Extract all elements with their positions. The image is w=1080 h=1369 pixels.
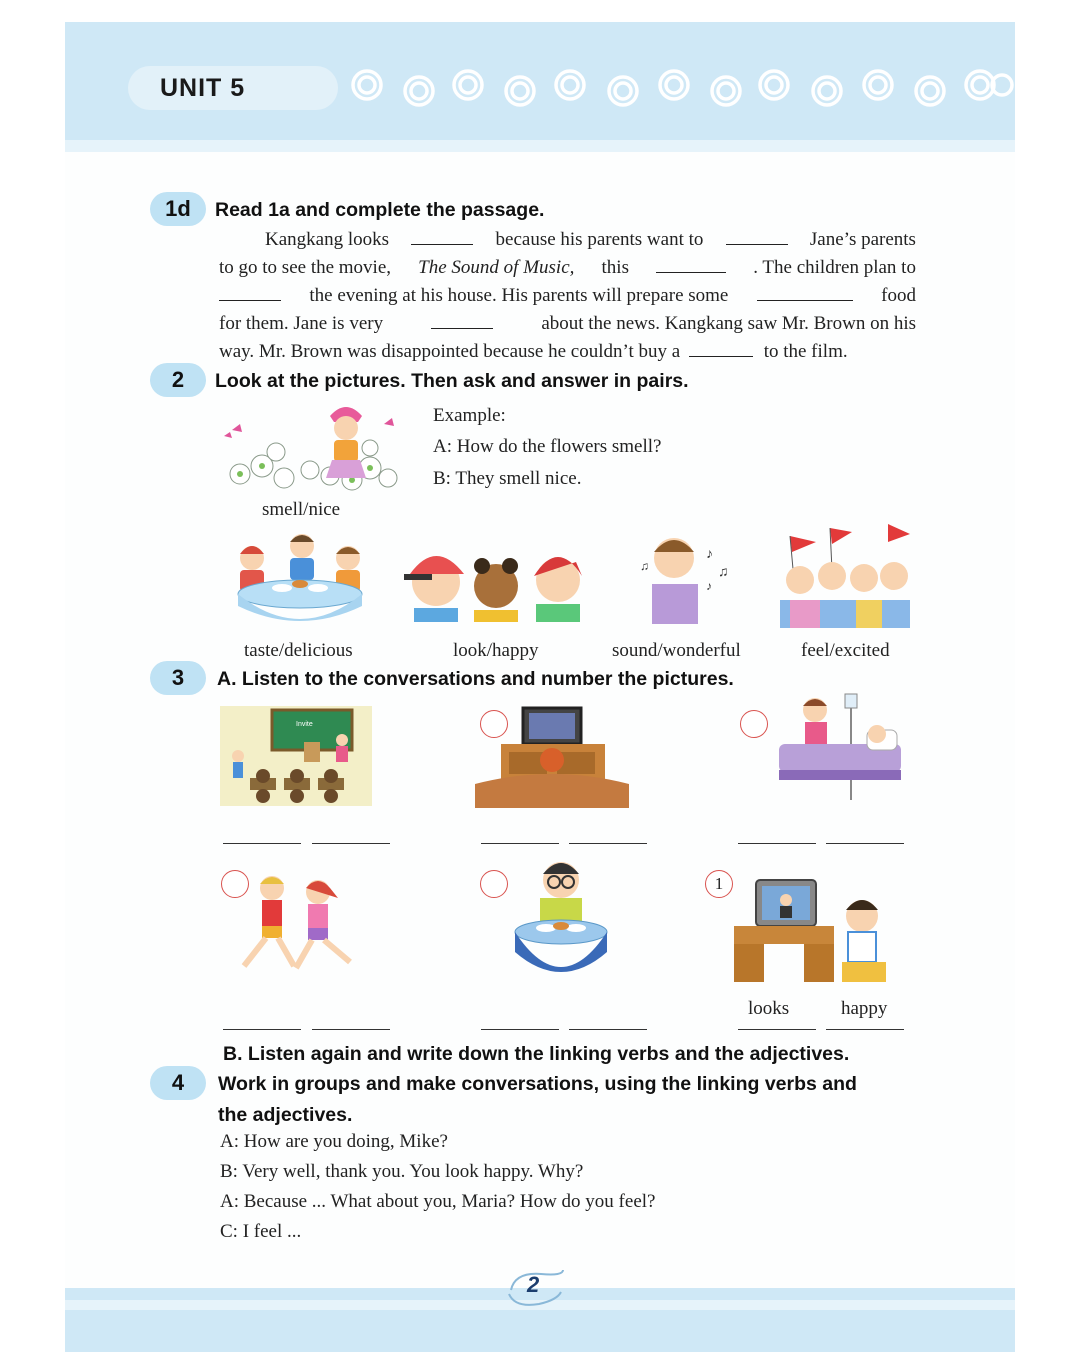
- passage-text: Kangkang looks: [265, 229, 390, 250]
- passage-text: food: [881, 285, 916, 306]
- answer-line[interactable]: [826, 843, 904, 844]
- svg-text:♫: ♫: [640, 559, 649, 573]
- passage-text: the evening at his house. His parents will prepare some: [309, 285, 729, 306]
- svg-text:♫: ♫: [718, 565, 729, 580]
- header-band-stripe: [65, 140, 1015, 152]
- number-circle[interactable]: 1: [705, 870, 733, 898]
- decorative-rings-icon: [350, 66, 1015, 110]
- section-3-badge: 3: [150, 661, 206, 695]
- caption-smell-nice: smell/nice: [262, 499, 341, 520]
- passage-text: to go to see the movie,: [219, 257, 392, 278]
- passage-text: way. Mr. Brown was disappointed because he couldn’t buy a: [219, 341, 681, 362]
- section-4-badge: 4: [150, 1066, 206, 1100]
- svg-text:♪: ♪: [706, 547, 713, 562]
- answer-line[interactable]: [481, 843, 559, 844]
- movie-title: The Sound of Music,: [418, 257, 575, 278]
- answer-word-happy: happy: [841, 998, 888, 1019]
- passage-line-4: [219, 313, 916, 335]
- family-dinner-picture: [230, 528, 370, 628]
- answer-line[interactable]: [312, 1029, 390, 1030]
- number-circle[interactable]: [480, 870, 508, 898]
- dialogue-line: A: How are you doing, Mike?: [220, 1131, 448, 1152]
- passage-line-1: [265, 229, 916, 251]
- answer-line[interactable]: [569, 843, 647, 844]
- answer-line[interactable]: [223, 1029, 301, 1030]
- page-number: 2: [527, 1272, 540, 1297]
- answer-line[interactable]: [223, 843, 301, 844]
- caption-sound-wonderful: sound/wonderful: [612, 640, 741, 661]
- number-circle[interactable]: [740, 710, 768, 738]
- passage-line-3: [219, 285, 916, 307]
- dialogue-line: C: I feel ...: [220, 1221, 302, 1242]
- example-question: A: How do the flowers smell?: [433, 436, 662, 457]
- classroom-picture: [220, 706, 372, 806]
- answer-blank[interactable]: [411, 229, 473, 245]
- boy-eating-picture: [512, 856, 610, 986]
- caption-taste-delicious: taste/delicious: [244, 640, 353, 661]
- svg-text:Invite: Invite: [296, 721, 313, 728]
- boy-with-tv-picture: [734, 876, 892, 984]
- section-2-badge: 2: [150, 363, 206, 397]
- watching-tv-picture: [475, 704, 629, 808]
- answer-line[interactable]: [738, 843, 816, 844]
- answer-line[interactable]: [826, 1029, 904, 1030]
- passage-text: for them. Jane is very: [219, 313, 384, 334]
- hospital-bed-picture: [775, 690, 905, 802]
- three-kids-picture: [400, 538, 592, 622]
- passage-text: about the news. Kangkang saw Mr. Brown on his: [541, 313, 916, 334]
- dialogue-line: A: Because ... What about you, Maria? How do you feel?: [220, 1191, 656, 1212]
- section-1d-instruction: Read 1a and complete the passage.: [215, 199, 545, 221]
- girl-in-flowers-picture: [220, 396, 398, 494]
- passage-text: . The children plan to: [753, 257, 916, 278]
- svg-text:♪: ♪: [706, 579, 712, 593]
- answer-line[interactable]: [569, 1029, 647, 1030]
- example-label: Example:: [433, 405, 506, 426]
- section-2-instruction: Look at the pictures. Then ask and answer in pairs.: [215, 370, 689, 392]
- cheering-crowd-picture: [770, 520, 922, 628]
- section-3a-instruction: A. Listen to the conversations and number the pictures.: [217, 668, 734, 690]
- answer-blank[interactable]: [689, 341, 753, 357]
- passage-text: Jane’s parents: [809, 229, 916, 250]
- answer-line[interactable]: [738, 1029, 816, 1030]
- answer-blank[interactable]: [757, 285, 853, 301]
- answer-blank[interactable]: [219, 285, 281, 301]
- answer-blank[interactable]: [656, 257, 726, 273]
- unit-title: UNIT 5: [160, 74, 246, 102]
- section-4-instruction-line-2: the adjectives.: [218, 1104, 353, 1126]
- passage-line-2: [219, 257, 916, 279]
- passage-text: this: [601, 257, 629, 278]
- section-1d-badge: 1d: [150, 192, 206, 226]
- answer-blank[interactable]: [431, 313, 493, 329]
- section-3b-instruction: B. Listen again and write down the linking verbs and the adjectives.: [223, 1043, 850, 1065]
- boy-listening-music-picture: [636, 528, 736, 624]
- passage-text: to the film.: [763, 341, 848, 362]
- caption-feel-excited: feel/excited: [801, 640, 890, 661]
- answer-line[interactable]: [312, 843, 390, 844]
- passage-text: because his parents want to: [495, 229, 704, 250]
- kids-running-picture: [238, 870, 362, 974]
- caption-look-happy: look/happy: [453, 640, 539, 661]
- passage-line-5: [219, 341, 848, 363]
- answer-blank[interactable]: [726, 229, 788, 245]
- dialogue-line: B: Very well, thank you. You look happy. Why?: [220, 1161, 584, 1182]
- example-answer: B: They smell nice.: [433, 468, 582, 489]
- section-4-instruction-line-1: Work in groups and make conversations, using the linking verbs and: [218, 1073, 857, 1095]
- answer-line[interactable]: [481, 1029, 559, 1030]
- answer-word-looks: looks: [748, 998, 790, 1019]
